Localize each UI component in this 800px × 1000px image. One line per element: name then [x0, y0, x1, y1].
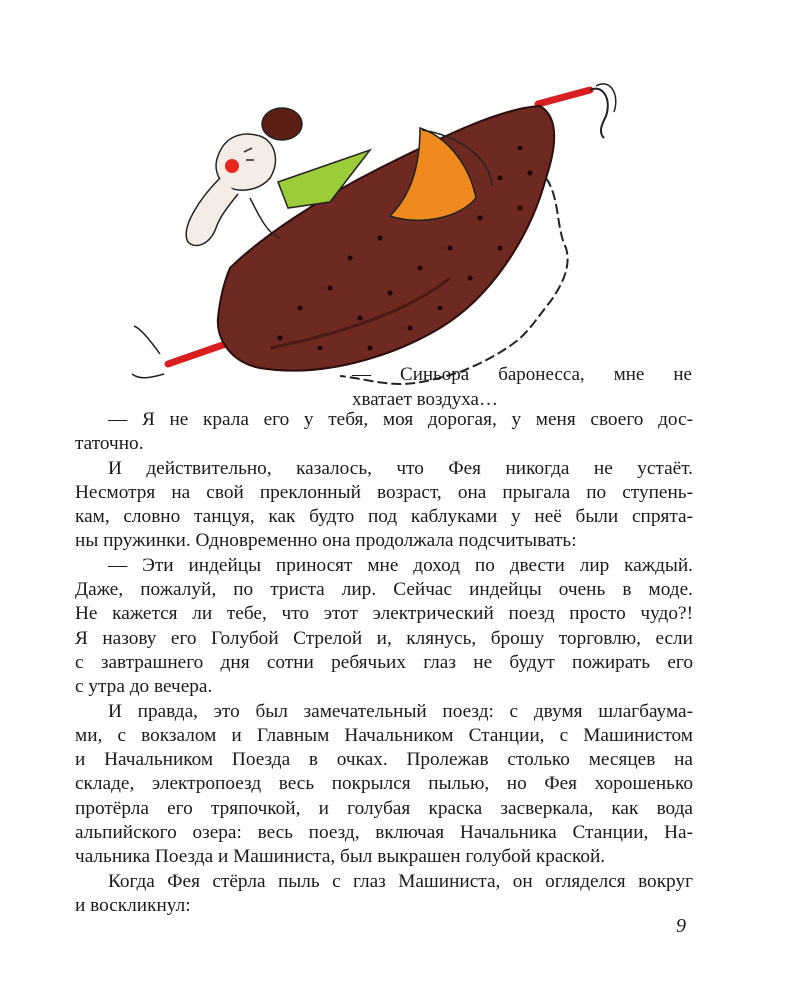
text-line: ми, с вокзалом и Главным Начальником Станции, с Машинистом — [75, 724, 693, 746]
text-line: Когда Фея стёрла пыль с глаз Машиниста, он огляделся вокруг — [108, 870, 693, 892]
text-line: альпийского озера: весь поезд, включая Начальника Станции, На- — [75, 822, 693, 844]
fairy-illustration — [120, 78, 640, 398]
text-line: чальника Поезда и Машиниста, был выкрашен голубой краской. — [75, 846, 606, 868]
illustration-caption — [352, 362, 692, 412]
text-line: И правда, это был замечательный поезд: с двумя шлагбаума- — [108, 700, 693, 722]
text-line: Не кажется ли тебе, что этот электрический поезд просто чудо?! — [75, 603, 693, 625]
caption-line: хватает воздуха… — [352, 389, 498, 410]
text-line: таточно. — [75, 433, 144, 455]
text-line: — Я не крала его у тебя, моя дорогая, у меня своего дос- — [108, 409, 693, 430]
text-line: Несмотря на свой преклонный возраст, она прыгала по ступень- — [75, 481, 693, 503]
page-number: 9 — [676, 915, 686, 937]
text-line: складе, электропоезд весь покрылся пылью, но Фея хорошенько — [75, 773, 693, 795]
text-line: и воскликнул: — [75, 894, 191, 916]
text-line: кам, словно танцуя, как будто под каблуками у неё были спрята- — [75, 506, 693, 528]
text-line: с утра до вечера. — [75, 676, 213, 698]
text-line: Даже, пожалуй, по триста лир. Сейчас индейцы очень в моде. — [75, 579, 693, 601]
text-line: протёрла его тряпочкой, и голубая краска засверкала, как вода — [75, 797, 693, 819]
text-line: и Начальником Поезда в очках. Пролежав столько месяцев на — [75, 749, 693, 771]
text-line: — Эти индейцы приносят мне доход по двести лир каждый. — [108, 554, 693, 576]
text-line: ны пружинки. Одновременно она продолжала подсчитывать: — [75, 530, 577, 552]
body-text — [75, 408, 693, 918]
text-line: Я назову его Голубой Стрелой и, клянусь, брошу торговлю, если — [75, 627, 693, 649]
text-line: И действительно, казалось, что Фея никогда не устаёт. — [108, 457, 693, 479]
text-line: с завтрашнего дня сотни ребячьих глаз не будут пожирать его — [75, 651, 693, 673]
caption-line: — Синьора баронесса, мне не — [352, 364, 692, 385]
